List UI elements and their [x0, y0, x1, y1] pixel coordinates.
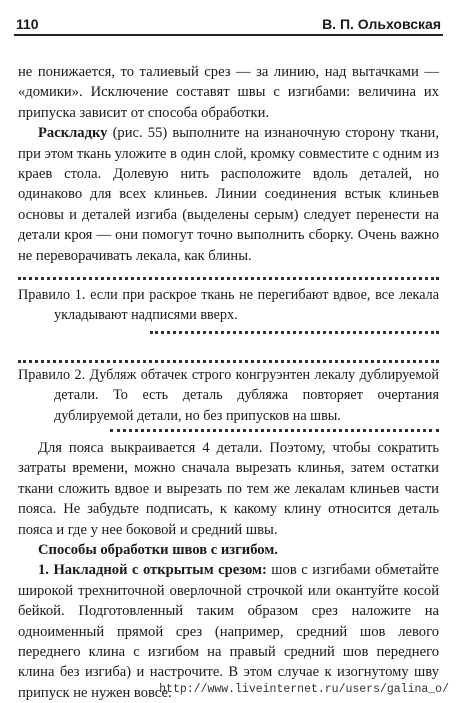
header-rule — [14, 34, 443, 36]
rule-1-box — [18, 285, 439, 326]
rule-1: Правило 1. если при раскрое ткань не перегибают вдвое, все лекала укладывают надписями вверх. — [18, 287, 439, 324]
item-1-title: 1. Накладной с открытым срезом: — [38, 562, 267, 579]
paragraph-3: Для пояса выкраивается 4 детали. Поэтому, чтобы сократить затраты времени, можно сначала вырезать клинья, затем остатки ткани сложить вдвое и вырезать по тем же лекалам клиньев части пояса. Не забудьте подписать, к какому клину относится деталь пояса и где у нее боковой и средний швы. — [18, 440, 439, 538]
author-name: В. П. Ольховская — [322, 16, 441, 32]
paragraph-1: не понижается, то талиевый срез — за линию, над вытачками — «домики». Исключение составят швы с изгибами: величина их припуска зависит от способа обработки. — [18, 64, 439, 121]
section-heading: Способы обработки швов с изгибом. — [38, 542, 278, 559]
dotted-divider — [150, 331, 439, 334]
dotted-divider — [18, 277, 439, 280]
rule-2: Правило 2. Дубляж обтачек строго конгруэнтен лекалу дублируемой детали. То есть деталь дубляжа повторяет очертания дублируемой детали, но без припусков на швы. — [18, 367, 439, 424]
paragraph-2-text: (рис. 55) выполните на изнаночную сторону ткани, при этом ткань уложите в один слой, кромку совместите с одним из краев стола. Долевую нить расположите вдоль деталей, но одинаково для всех клиньев. Линии соединения встык клиньев основы и деталей изгиба (выделены серым) следует перенести на детали кроя — они помогут точно выполнить сборку. Очень важно не переворачивать лекала, как блины. — [18, 125, 439, 264]
term-layout: Раскладку — [38, 125, 108, 142]
dotted-divider — [18, 360, 439, 363]
list-item-1 — [18, 560, 439, 703]
body-text-top — [18, 62, 439, 266]
paragraph-2 — [18, 123, 439, 266]
body-text-bottom — [18, 438, 439, 703]
footer-url: http://www.liveinternet.ru/users/galina_o/ — [159, 683, 449, 696]
rule-2-box — [18, 365, 439, 426]
page-header — [14, 12, 443, 36]
page-number: 110 — [16, 16, 39, 32]
item-1-text: шов с изгибами обметайте широкой трехниточной оверлочной строчкой или окантуйте косой бейкой. Подготовленный таким образом срез наложите на одноименный прямой срез (например, средний шов левого переднего клина с изгибом на правый средний шов переднего клина без изгиба) и настрочите. В этом случае к изогнутому шву припуск не нужен вовсе. — [18, 562, 439, 701]
dotted-divider — [110, 429, 439, 432]
